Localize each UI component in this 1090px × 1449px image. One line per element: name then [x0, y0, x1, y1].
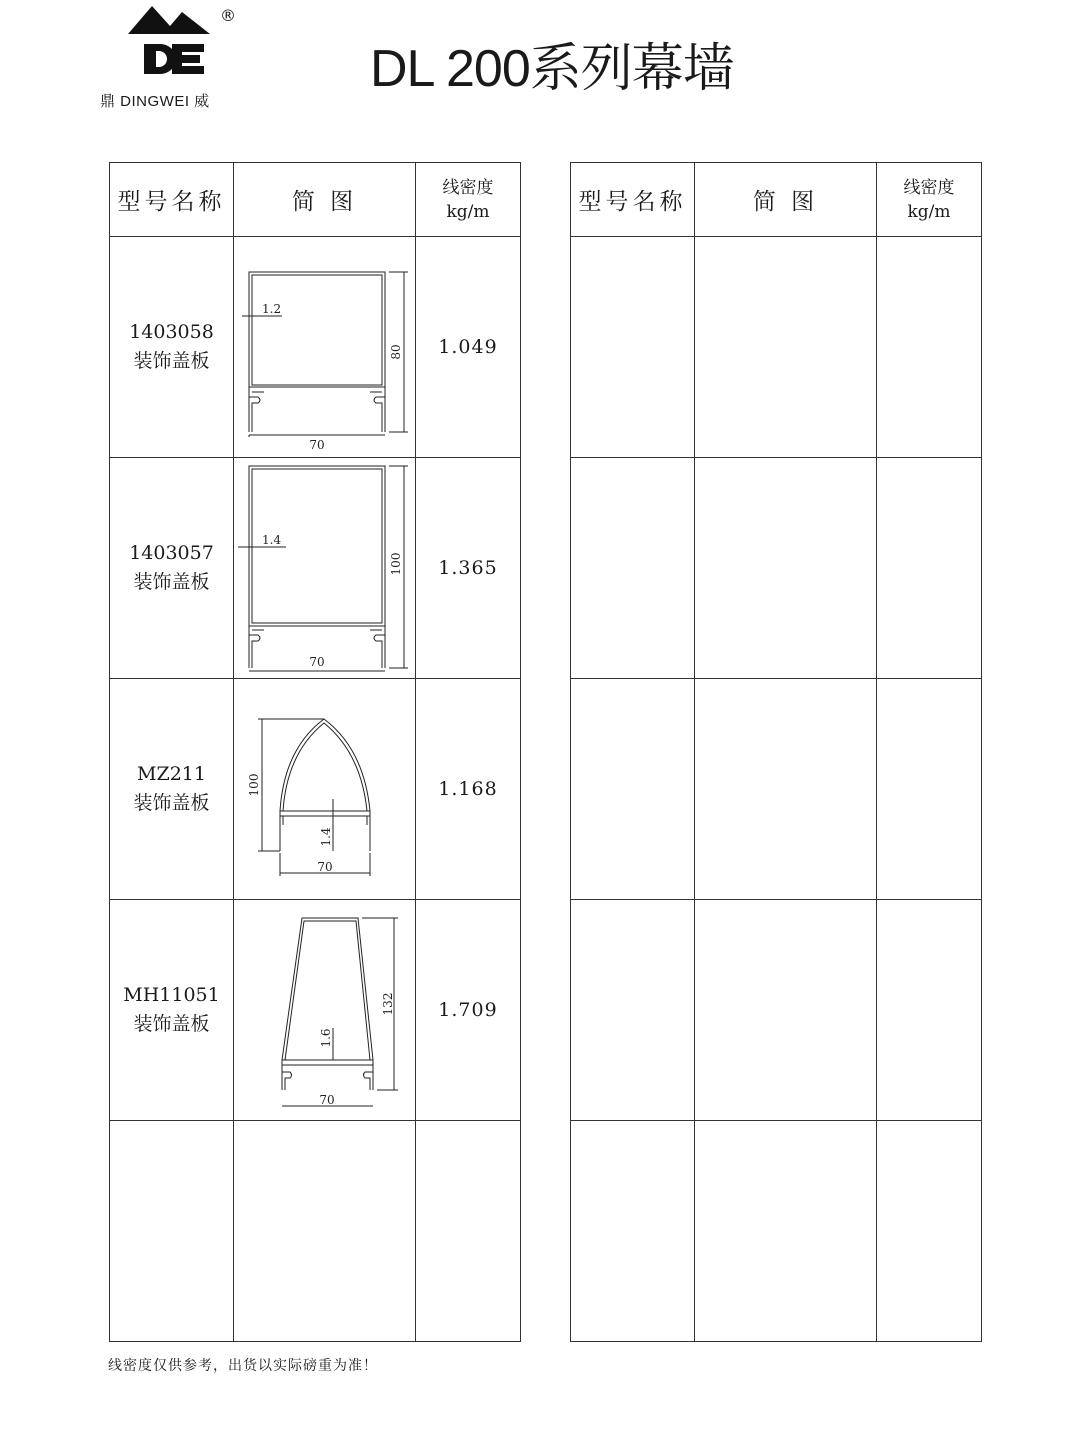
density-value — [877, 1121, 982, 1342]
dim-width: 70 — [319, 1093, 335, 1107]
logo-text: 鼎 DINGWEI 威 — [100, 93, 210, 110]
table-row — [571, 900, 982, 1121]
profile-name-cell — [110, 237, 234, 458]
profile-table-right — [570, 162, 982, 1342]
table-row — [110, 679, 521, 900]
profile-name: 装饰盖板 — [133, 350, 210, 372]
brand-logo — [100, 4, 260, 108]
dim-width: 70 — [309, 655, 325, 669]
table-row — [110, 900, 521, 1121]
header-density-unit: kg/m — [446, 201, 490, 222]
table-row — [571, 679, 982, 900]
dim-thickness: 1.4 — [262, 533, 282, 547]
profile-name-cell — [571, 900, 695, 1121]
table-row — [571, 458, 982, 679]
profile-drawing-cell — [234, 900, 416, 1121]
dim-height: 100 — [247, 773, 261, 797]
profile-drawing-cell — [234, 1121, 416, 1342]
profile-code: 1403057 — [129, 542, 214, 564]
profile-name: 装饰盖板 — [133, 792, 210, 814]
profile-drawing-mh11051 — [234, 900, 416, 1120]
dim-thickness: 1.2 — [262, 302, 282, 316]
profile-drawing-mz211 — [234, 679, 416, 899]
density-value — [416, 1121, 521, 1342]
dim-height: 80 — [389, 344, 403, 360]
profile-code: 1403058 — [129, 321, 214, 343]
profile-drawing-1403057 — [234, 458, 416, 678]
profile-code: MH11051 — [123, 984, 220, 1006]
footnote: 线密度仅供参考，出货以实际磅重为准！ — [108, 1358, 378, 1374]
dingwei-de-mountain-icon — [126, 4, 218, 82]
density-value: 1.049 — [416, 237, 521, 458]
header-name: 型号名称 — [110, 163, 234, 237]
table-header-row — [110, 163, 521, 237]
table-row — [571, 237, 982, 458]
dim-height: 132 — [381, 992, 395, 1016]
profile-name: 装饰盖板 — [133, 1013, 210, 1035]
profile-name-cell — [571, 458, 695, 679]
density-value: 1.365 — [416, 458, 521, 679]
profile-drawing-cell — [695, 900, 877, 1121]
profile-name-cell — [571, 237, 695, 458]
header-density-label: 线密度 — [903, 177, 955, 198]
dim-width: 70 — [309, 438, 325, 452]
density-value — [877, 237, 982, 458]
table-row — [571, 1121, 982, 1342]
profile-name-cell — [571, 1121, 695, 1342]
profile-drawing-cell — [695, 679, 877, 900]
profile-drawing-cell — [695, 237, 877, 458]
dim-thickness: 1.4 — [319, 827, 333, 847]
profile-drawing-cell — [234, 458, 416, 679]
profile-name-cell — [110, 900, 234, 1121]
profile-table-left — [109, 162, 521, 1342]
page-title: DL 200系列幕墙 — [370, 40, 734, 98]
header-drawing: 简 图 — [234, 163, 416, 237]
table-row — [110, 1121, 521, 1342]
profile-drawing-cell — [695, 1121, 877, 1342]
profile-drawing-cell — [234, 237, 416, 458]
profile-name: 装饰盖板 — [133, 571, 210, 593]
table-header-row — [571, 163, 982, 237]
header-density — [416, 163, 521, 237]
profile-drawing-1403058 — [234, 237, 416, 457]
profile-drawing-cell — [695, 458, 877, 679]
density-value — [877, 458, 982, 679]
table-row — [110, 458, 521, 679]
profile-drawing-cell — [234, 679, 416, 900]
registered-mark: ® — [220, 6, 236, 25]
dim-height: 100 — [389, 552, 403, 576]
density-value: 1.709 — [416, 900, 521, 1121]
header-density — [877, 163, 982, 237]
dim-thickness: 1.6 — [319, 1028, 333, 1048]
header-density-label: 线密度 — [442, 177, 494, 198]
profile-name-cell — [571, 679, 695, 900]
header-density-unit: kg/m — [907, 201, 951, 222]
profile-code: MZ211 — [137, 763, 206, 785]
profile-name-cell — [110, 679, 234, 900]
density-value: 1.168 — [416, 679, 521, 900]
header-drawing: 简 图 — [695, 163, 877, 237]
density-value — [877, 900, 982, 1121]
table-row — [110, 237, 521, 458]
profile-name-cell — [110, 458, 234, 679]
profile-name-cell — [110, 1121, 234, 1342]
density-value — [877, 679, 982, 900]
dim-width: 70 — [317, 860, 333, 874]
header-name: 型号名称 — [571, 163, 695, 237]
